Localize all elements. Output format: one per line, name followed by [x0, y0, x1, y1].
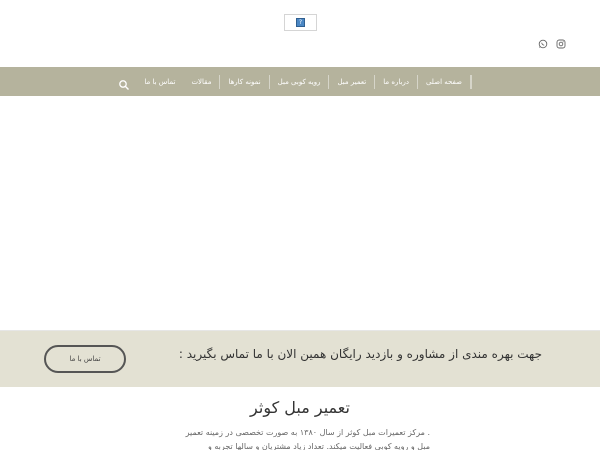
about-text-line: . مرکز تعمیرات مبل کوثر از سال ۱۳۸۰ به صورت تخصصی در زمینه تعمیر	[185, 428, 430, 437]
hero-area	[0, 96, 600, 331]
nav-item-about[interactable]: درباره ما	[375, 75, 418, 89]
nav-item-portfolio[interactable]: نمونه کارها	[220, 75, 269, 89]
nav-item-contact[interactable]: تماس با ما	[144, 77, 176, 86]
social-links	[538, 34, 566, 44]
site-logo[interactable]	[284, 14, 317, 31]
whatsapp-icon[interactable]	[538, 34, 548, 44]
about-title: تعمیر مبل کوثر	[250, 398, 350, 417]
nav-item-upholstery[interactable]: رویه کوبی مبل	[270, 75, 330, 89]
nav-item-articles[interactable]: مقالات	[183, 75, 220, 89]
instagram-icon[interactable]	[556, 34, 566, 44]
search-icon[interactable]	[118, 76, 130, 88]
nav-divider	[471, 75, 472, 89]
main-nav	[0, 67, 600, 96]
about-text	[170, 426, 430, 450]
broken-image-icon: ?	[296, 18, 305, 27]
nav-item-furniture-repair[interactable]: تعمیر مبل	[329, 75, 375, 89]
header	[0, 0, 600, 67]
nav-item-home[interactable]: صفحه اصلی	[418, 75, 471, 89]
about-text-line: مبل و رویه کوبی فعالیت میکند. تعداد زیاد مشتریان و سالها تجربه و	[207, 442, 430, 450]
contact-us-button[interactable]: تماس با ما	[44, 345, 126, 373]
cta-text: جهت بهره مندی از مشاوره و بازدید رایگان همین الان با ما تماس بگیرید :	[178, 347, 542, 361]
